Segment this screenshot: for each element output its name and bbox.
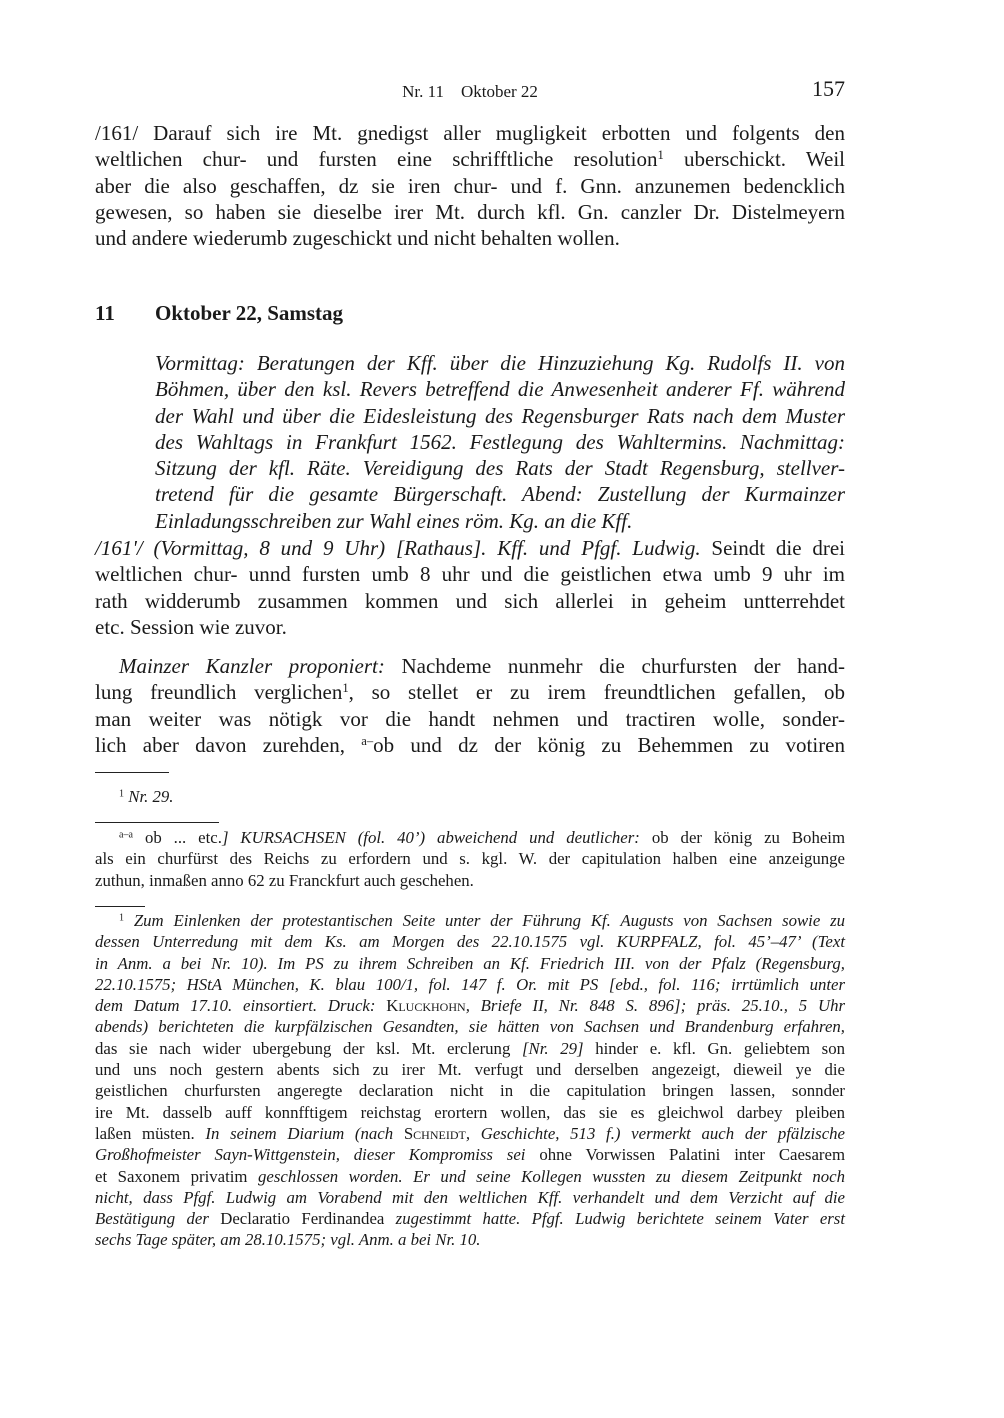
text-line bbox=[95, 653, 845, 679]
body-paragraph-2 bbox=[95, 653, 845, 758]
text-line bbox=[95, 732, 845, 758]
text-line bbox=[155, 455, 845, 481]
text-segment: et Saxonem privatim bbox=[95, 1166, 258, 1186]
text-line bbox=[95, 1166, 845, 1187]
text-line bbox=[95, 1102, 845, 1123]
text-segment: und uns noch gestern abents sich zu irer Mt. verfugt und derselben angezeigt, dieweil ye die bbox=[95, 1060, 845, 1080]
text-line bbox=[95, 679, 845, 705]
page-number: 157 bbox=[812, 76, 845, 101]
text-segment: , Geschichte, 513 f.) vermerkt auch der pfälzische bbox=[465, 1123, 845, 1143]
text-line bbox=[95, 146, 845, 172]
commentary-footnote-rule bbox=[95, 906, 145, 907]
running-title: Nr. 11 Oktober 22 bbox=[402, 82, 538, 101]
text-line bbox=[95, 1208, 845, 1229]
footnote-marker: 1 bbox=[119, 912, 125, 924]
text-segment: Einladungsschreiben zur Wahl eines röm. Kg. an die Kff. bbox=[155, 508, 633, 533]
text-segment: ob und dz der könig zu Behemmen zu votiren bbox=[373, 732, 846, 757]
text-segment: und andere wiederumb zugeschickt und nicht behalten wollen. bbox=[95, 226, 620, 251]
text-line bbox=[95, 827, 845, 848]
text-segment: uberschickt. Weil bbox=[663, 147, 845, 172]
text-segment: rath widderumb zusammen kommen und sich allerlei in geheim untterrehdet bbox=[95, 588, 845, 613]
text-line bbox=[95, 974, 845, 995]
text-segment: laßen müsten. bbox=[95, 1123, 206, 1143]
footnote-rule bbox=[95, 772, 169, 773]
section-heading bbox=[95, 300, 845, 326]
text-line bbox=[95, 706, 845, 732]
text-line bbox=[155, 350, 845, 376]
text-segment: ire Mt. dasselb auff konnfftigem reichstag erortern wollen, das sie es gleichwol darbey pleiben bbox=[95, 1102, 845, 1122]
text-segment: dessen Unterredung mit dem Ks. am Morgen des 22.10.1575 vgl. KURPFALZ, fol. 45’–47’ (Text bbox=[95, 932, 845, 952]
text-line bbox=[95, 1187, 845, 1208]
text-line bbox=[95, 848, 845, 869]
text-segment: weltlichen chur- und fursten eine schrifftliche resolution bbox=[95, 147, 658, 172]
body-paragraph-1 bbox=[95, 535, 845, 640]
text-segment: als ein churfürst des Reichs zu erfordern und s. kgl. W. der capitulation halben eine anzeigunge bbox=[95, 849, 845, 869]
text-segment: /161'/ (Vormittag, 8 und 9 Uhr) [Rathaus]. Kff. und Pfgf. Ludwig. bbox=[95, 536, 701, 560]
text-line bbox=[95, 931, 845, 952]
text-line bbox=[95, 173, 845, 199]
text-segment: Bestätigung der bbox=[95, 1209, 209, 1229]
text-segment: Schneidt bbox=[403, 1123, 466, 1143]
text-segment: lung freundlich verglichen bbox=[95, 680, 343, 705]
text-segment: Vormittag: Beratungen der Kff. über die Hinzuziehung Kg. Rudolfs II. von bbox=[155, 351, 845, 375]
top-paragraph bbox=[95, 120, 845, 251]
footnote-marker: a–a bbox=[119, 829, 133, 841]
text-segment: Seindt die drei bbox=[700, 536, 845, 560]
text-segment: weltlichen chur- unnd fursten umb 8 uhr und die geistlichen etwa umb 9 uhr im bbox=[95, 562, 845, 587]
text-segment: nicht, dass Pfgf. Ludwig am Vorabend mit den weltlichen Kff. verhandelt und dem Verzicht auf die bbox=[95, 1187, 845, 1207]
text-segment: des Wahltags in Frankfurt 1562. Festlegung des Wahltermins. Nachmittag: bbox=[155, 429, 845, 454]
text-segment: geistlichen churfursten angeregte declaration nicht in die capitulation bringen lassen, sonnder bbox=[95, 1081, 845, 1101]
text-line bbox=[95, 953, 845, 974]
text-line bbox=[95, 1144, 845, 1165]
variant-footnote-rule bbox=[95, 822, 219, 823]
text-segment: Mainzer Kanzler proponiert: bbox=[119, 654, 385, 678]
text-line bbox=[95, 1123, 845, 1144]
footnote-marker: a– bbox=[361, 733, 374, 748]
text-segment: lich aber davon zurehden, bbox=[95, 732, 362, 757]
text-line bbox=[95, 561, 845, 587]
text-segment: Sitzung der kfl. Räte. Vereidigung des Rats der Stadt Regensburg, stellver- bbox=[155, 456, 845, 481]
text-line bbox=[95, 1059, 845, 1080]
text-segment: man weiter was nötigk vor die handt nehmen und tractiren wolle, sonder- bbox=[95, 706, 845, 731]
text-segment: in Anm. a bei Nr. 10). Im PS zu ihrem Schreiben an Kf. Friedrich III. von der Pfalz (Regensburg, bbox=[95, 953, 845, 973]
text-segment: Zum Einlenken der protestantischen Seite unter der Führung Kf. Augusts von Sachsen sowie zu bbox=[124, 911, 845, 930]
text-segment: [Nr. 29] bbox=[522, 1038, 584, 1058]
text-line bbox=[95, 1038, 845, 1059]
text-segment: gewesen, so haben sie dieselbe irer Mt. durch kfl. Gn. canzler Dr. Distelmeyern bbox=[95, 199, 845, 224]
text-segment: Böhmen, über den ksl. Revers betreffend die Anwesenheit anderer Ff. während bbox=[155, 377, 845, 402]
text-segment: ob ... etc. bbox=[133, 828, 222, 847]
text-line bbox=[95, 870, 845, 891]
text-line bbox=[95, 1229, 845, 1250]
text-segment: das sie nach wider ubergebung der ksl. Mt. erclerung bbox=[95, 1038, 522, 1058]
text-segment: , Briefe II, Nr. 848 S. 896]; präs. 25.10., 5 Uhr bbox=[465, 996, 845, 1016]
text-line bbox=[95, 199, 845, 225]
text-segment: sechs Tage später, am 28.10.1575; vgl. Anm. a bei Nr. 10. bbox=[95, 1230, 481, 1250]
text-segment: ob der könig zu Boheim bbox=[639, 828, 845, 847]
text-segment: Declaratio Ferdinandea bbox=[208, 1209, 396, 1229]
text-line bbox=[155, 508, 845, 534]
text-segment: zuthun, inmaßen anno 62 zu Franckfurt auch geschehen. bbox=[95, 870, 474, 890]
text-segment: zugestimmt hatte. Pfgf. Ludwig berichtete seinem Vater erst bbox=[395, 1209, 845, 1229]
text-line bbox=[95, 1016, 845, 1037]
section-title: Oktober 22, Samstag bbox=[155, 301, 344, 325]
text-segment: , so stellet er zu irem freundtlichen gefallen, ob bbox=[348, 680, 845, 705]
text-segment: aber die also geschaffen, dz sie iren chur- und f. Gnn. anzunemen bedencklich bbox=[95, 173, 845, 198]
text-segment: /161/ Darauf sich ire Mt. gnedigst aller mugligkeit erbotten und folgents den bbox=[95, 121, 845, 145]
text-line bbox=[95, 535, 845, 561]
footnote-marker: 1 bbox=[342, 681, 349, 696]
text-segment: ] KURSACHSEN (fol. 40’) abweichend und deutlicher: bbox=[221, 828, 640, 847]
text-segment: Nachdeme nunmehr die churfursten der hand- bbox=[384, 654, 845, 678]
text-line bbox=[155, 429, 845, 455]
text-segment: tretend für die gesamte Bürgerschaft. Abend: Zustellung der Kurmainzer bbox=[155, 482, 845, 507]
text-segment: dem Datum 17.10. einsortiert. Druck: bbox=[95, 996, 387, 1016]
text-segment: ohne Vorwissen Palatini inter Caesarem bbox=[525, 1145, 845, 1165]
text-segment: etc. Session wie zuvor. bbox=[95, 614, 287, 639]
text-segment: hinder e. kfl. Gn. geliebtem son bbox=[583, 1038, 845, 1058]
text-line bbox=[95, 1080, 845, 1101]
text-line bbox=[155, 403, 845, 429]
footnote-text-1 bbox=[95, 786, 845, 807]
footnote-marker: 1 bbox=[657, 148, 664, 163]
text-line bbox=[95, 614, 845, 640]
text-line bbox=[95, 120, 845, 146]
text-line bbox=[95, 995, 845, 1016]
text-line bbox=[95, 588, 845, 614]
text-segment: Nr. 29. bbox=[128, 787, 174, 806]
text-line bbox=[155, 376, 845, 402]
text-segment: In seinem Diarium (nach bbox=[205, 1123, 404, 1143]
text-line bbox=[95, 225, 845, 251]
text-segment: 22.10.1575; HStA München, K. blau 100/1, fol. 147 f. Or. mit PS [ebd., fol. 116; irrtümlich unter bbox=[95, 974, 845, 994]
text-segment: Großhofmeister Sayn-Wittgenstein, dieser Kompromiss sei bbox=[95, 1145, 526, 1165]
footnote-variant-a bbox=[95, 827, 845, 891]
summary bbox=[155, 350, 845, 534]
footnote-marker: 1 bbox=[119, 788, 125, 800]
text-segment: abends) berichteten die kurpfälzischen Gesandten, sie hätten von Sachsen und Brandenburg erfahren, bbox=[95, 1017, 845, 1037]
text-line bbox=[95, 910, 845, 931]
section-number: 11 bbox=[95, 301, 115, 325]
text-segment: der Wahl und über die Eidesleistung des Regensburger Rats nach dem Muster bbox=[155, 403, 845, 428]
text-line bbox=[155, 481, 845, 507]
text-segment: Kluckhohn bbox=[386, 996, 466, 1016]
footnote-commentary-1 bbox=[95, 910, 845, 1251]
text-line bbox=[95, 786, 845, 807]
text-segment: geschlossen worden. Er und seine Kollegen wussten zu diesem Zeitpunkt noch bbox=[258, 1166, 845, 1186]
